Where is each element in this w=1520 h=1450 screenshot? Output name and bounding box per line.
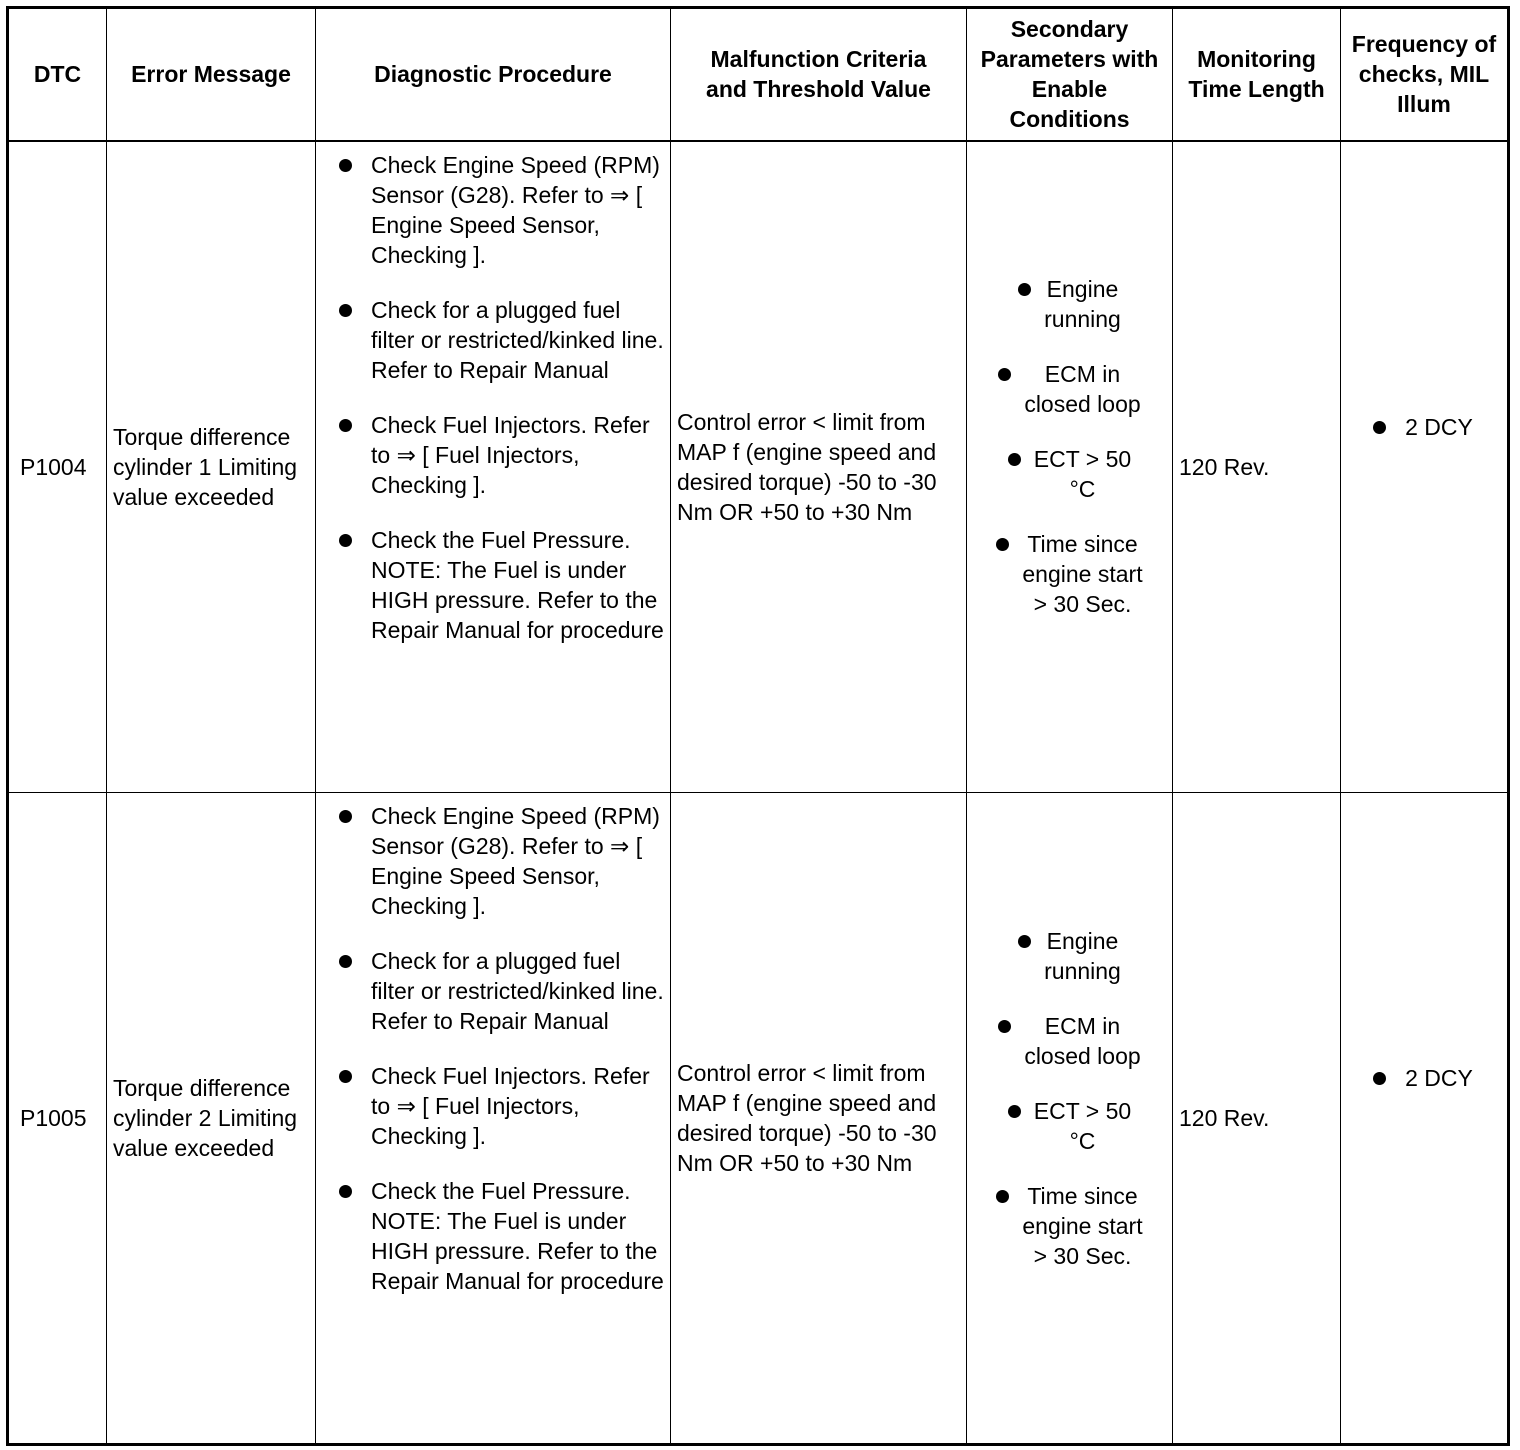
header-frequency: Frequency of checks, MIL Illum [1341, 8, 1509, 141]
conditions-list [993, 926, 1172, 1271]
procedure-step: Check the Fuel Pressure. NOTE: The Fuel is under HIGH pressure. Refer to the Repair Manual for procedure [371, 526, 664, 643]
procedure-list [316, 793, 670, 1413]
condition-item: Engine running [1044, 276, 1121, 333]
procedure-step: Check Engine Speed (RPM) Sensor (G28). Refer to ⇒ [ Engine Speed Sensor, Checking ]. [371, 801, 664, 921]
condition-item: ECM in closed loop [1024, 1012, 1141, 1069]
condition-item: Time since engine start > 30 Sec. [1022, 1182, 1143, 1269]
header-row [8, 8, 1509, 141]
procedure-step: Check the Fuel Pressure. NOTE: The Fuel is under HIGH pressure. Refer to the Repair Manual for procedure [371, 1178, 664, 1294]
frequency [1341, 793, 1509, 1445]
monitoring-time: 120 Rev. [1173, 793, 1341, 1445]
enable-conditions [967, 793, 1173, 1445]
dtc-code: P1004 [8, 141, 107, 793]
condition-item: Time since engine start > 30 Sec. [1022, 531, 1143, 618]
condition-item: ECT > 50 °C [1033, 1097, 1132, 1154]
procedure-list [316, 142, 670, 762]
malfunction-criteria: Control error < limit from MAP f (engine speed and desired torque) -50 to -30 Nm OR +50 to +30 Nm [671, 141, 967, 793]
header-secondary-parameters: Secondary Parameters with Enable Conditions [967, 8, 1173, 141]
condition-item: ECT > 50 °C [1033, 446, 1132, 503]
dtc-code: P1005 [8, 793, 107, 1445]
procedure-step: Check Fuel Injectors. Refer to ⇒ [ Fuel Injectors, Checking ]. [371, 1061, 664, 1151]
header-diagnostic-procedure: Diagnostic Procedure [316, 8, 671, 141]
frequency [1341, 141, 1509, 793]
enable-conditions [967, 141, 1173, 793]
header-monitoring-time: Monitoring Time Length [1173, 8, 1341, 141]
procedure-step: Check for a plugged fuel filter or restricted/kinked line. Refer to Repair Manual [371, 296, 664, 383]
error-message: Torque difference cylinder 2 Limiting value exceeded [107, 793, 316, 1445]
header-error-message: Error Message [107, 8, 316, 141]
header-malfunction-criteria: Malfunction Criteria and Threshold Value [671, 8, 967, 141]
condition-item: ECM in closed loop [1024, 361, 1141, 418]
table-row [8, 141, 1509, 793]
header-dtc: DTC [8, 8, 107, 141]
procedure-step: Check Engine Speed (RPM) Sensor (G28). Refer to ⇒ [ Engine Speed Sensor, Checking ]. [371, 150, 664, 270]
error-message: Torque difference cylinder 1 Limiting value exceeded [107, 141, 316, 793]
malfunction-criteria: Control error < limit from MAP f (engine speed and desired torque) -50 to -30 Nm OR +50 to +30 Nm [671, 793, 967, 1445]
monitoring-time: 120 Rev. [1173, 141, 1341, 793]
dtc-table [6, 6, 1510, 1446]
table-row [8, 793, 1509, 1445]
conditions-list [993, 274, 1172, 619]
frequency-value: 2 DCY [1405, 413, 1473, 440]
frequency-value: 2 DCY [1405, 1065, 1473, 1091]
condition-item: Engine running [1044, 927, 1121, 984]
diagnostic-procedure [316, 793, 671, 1445]
procedure-step: Check Fuel Injectors. Refer to ⇒ [ Fuel Injectors, Checking ]. [371, 410, 664, 500]
diagnostic-procedure [316, 141, 671, 793]
procedure-step: Check for a plugged fuel filter or restricted/kinked line. Refer to Repair Manual [371, 948, 664, 1034]
